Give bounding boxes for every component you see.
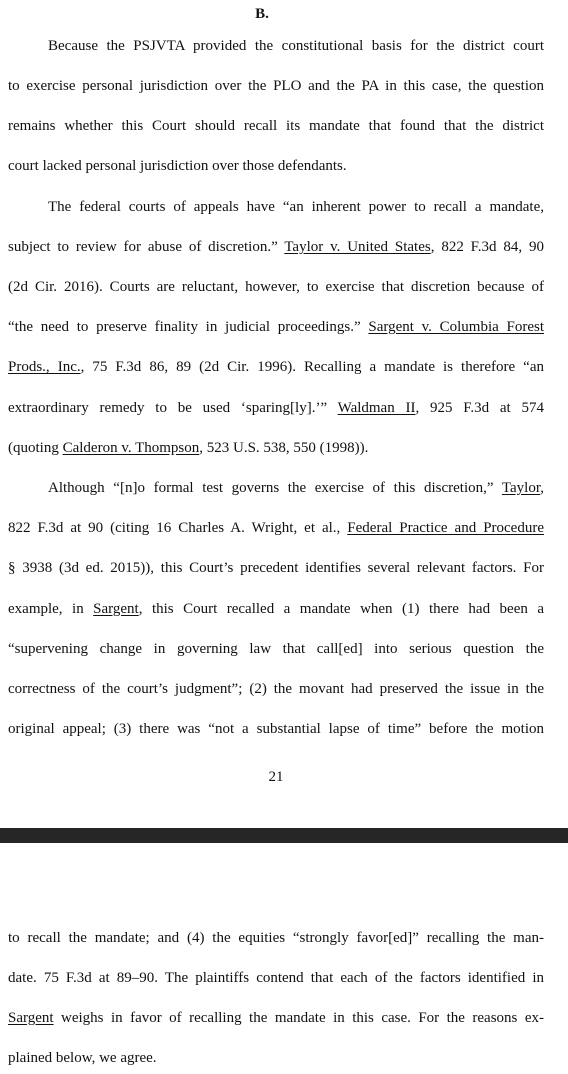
text-line	[8, 599, 544, 619]
text-line	[8, 639, 544, 659]
text-segment: (quoting	[8, 440, 63, 456]
case-citation: Prods., Inc.	[8, 359, 81, 375]
text-segment: plained below, we agree.	[8, 1050, 157, 1066]
text-line	[8, 679, 544, 699]
section-heading: B.	[255, 6, 269, 22]
text-segment: The federal courts of appeals have “an inherent power to recall a mandate,	[48, 199, 544, 215]
text-line	[48, 197, 544, 217]
text-line	[8, 719, 544, 739]
case-citation: Waldman II	[337, 400, 416, 416]
text-segment: “the need to preserve finality in judicial proceedings.”	[8, 319, 369, 335]
text-segment: , 822 F.3d 84, 90	[430, 239, 544, 255]
text-segment: correctness of the court’s judgment”; (2) the movant had preserved the issue in the	[8, 681, 544, 697]
text-line	[48, 36, 544, 56]
text-line	[8, 968, 544, 988]
text-segment: Because the PSJVTA provided the constitutional basis for the district court	[48, 38, 544, 54]
text-segment: (2d Cir. 2016). Courts are reluctant, however, to exercise that discretion because of	[8, 279, 544, 295]
text-line	[8, 1008, 544, 1028]
text-segment: § 3938 (3d ed. 2015)), this Court’s precedent identifies several relevant factors. For	[8, 560, 544, 576]
text-segment: court lacked personal jurisdiction over those defendants.	[8, 158, 347, 174]
case-citation: Sargent	[8, 1010, 54, 1026]
text-segment: , 925 F.3d at 574	[415, 400, 544, 416]
text-line	[8, 76, 544, 96]
text-segment: example, in	[8, 601, 94, 617]
page-number: 21	[268, 769, 284, 785]
text-line	[8, 928, 544, 948]
text-line	[8, 558, 544, 578]
text-line	[8, 398, 544, 418]
text-segment: to recall the mandate; and (4) the equities “strongly favor[ed]” recalling the man-	[8, 930, 544, 946]
text-segment: to exercise personal jurisdiction over the PLO and the PA in this case, the question	[8, 78, 544, 94]
text-line	[8, 357, 544, 377]
case-citation: Taylor	[501, 480, 541, 496]
case-citation: Sargent	[93, 601, 139, 617]
text-line	[8, 438, 544, 458]
text-segment: , 75 F.3d 86, 89 (2d Cir. 1996). Recalling a mandate is therefore “an	[80, 359, 544, 375]
text-segment: , 523 U.S. 538, 550 (1998)).	[199, 440, 369, 456]
text-line	[8, 237, 544, 257]
case-citation: Sargent v. Columbia Forest	[368, 319, 544, 335]
text-line	[8, 1048, 544, 1068]
text-segment: , this Court recalled a mandate when (1) there had been a	[138, 601, 544, 617]
page-divider	[0, 828, 568, 843]
document-page-22	[0, 843, 568, 1074]
case-citation: Taylor v. United States	[284, 239, 431, 255]
text-segment: weighs in favor of recalling the mandate in this case. For the reasons ex-	[53, 1010, 544, 1026]
text-line	[8, 156, 544, 176]
case-citation: Calderon v. Thompson	[62, 440, 200, 456]
text-segment: original appeal; (3) there was “not a substantial lapse of time” before the motion	[8, 721, 544, 737]
text-segment: Although “[n]o formal test governs the exercise of this discretion,”	[48, 480, 502, 496]
case-citation: Federal Practice and Procedure	[347, 520, 544, 536]
text-line	[48, 478, 544, 498]
text-segment: “supervening change in governing law that call[ed] into serious question the	[8, 641, 544, 657]
text-segment: 822 F.3d at 90 (citing 16 Charles A. Wright, et al.,	[8, 520, 348, 536]
text-segment: date. 75 F.3d at 89–90. The plaintiffs contend that each of the factors identified in	[8, 970, 544, 986]
text-segment: remains whether this Court should recall its mandate that found that the district	[8, 118, 544, 134]
text-line	[8, 116, 544, 136]
text-segment: extraordinary remedy to be used ‘sparing[ly].’”	[8, 400, 338, 416]
text-line	[8, 277, 544, 297]
text-segment: ,	[540, 480, 544, 496]
text-line	[8, 518, 544, 538]
text-segment: subject to review for abuse of discretion.”	[8, 239, 285, 255]
text-line	[8, 317, 544, 337]
